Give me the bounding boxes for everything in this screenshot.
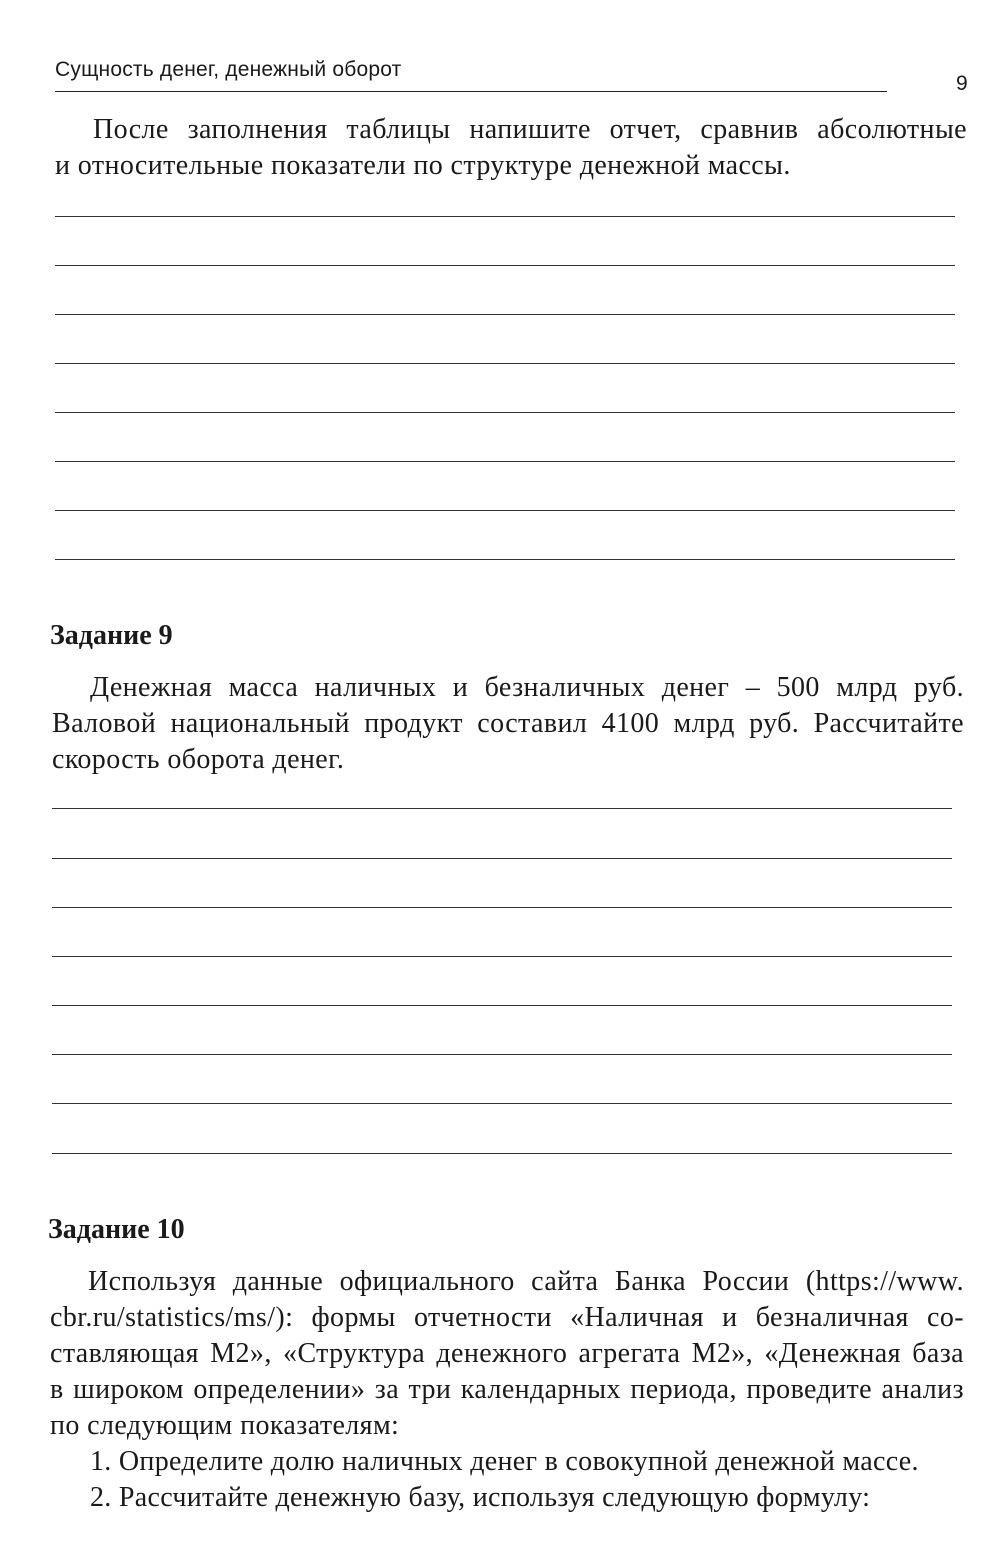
answer-line[interactable] [52, 1005, 952, 1006]
intro-line-2: и относительные показатели по структуре денежной массы. [55, 150, 791, 181]
task-10-paragraph [50, 1264, 964, 1444]
task-9-heading: Задание 9 [50, 620, 173, 651]
answer-line[interactable] [52, 858, 952, 859]
answer-line[interactable] [55, 314, 955, 315]
intro-paragraph [55, 112, 967, 184]
answer-line[interactable] [52, 1054, 952, 1055]
running-title: Сущность денег, денежный оборот [55, 58, 402, 81]
task-10-line-2: cbr.ru/statistics/ms/): формы отчетности «Наличная и безналичная со- [50, 1302, 964, 1333]
task-9-paragraph [52, 670, 964, 778]
task-10-line-5: по следующим показателям: [50, 1410, 400, 1441]
task-10-line-1: Используя данные официального сайта Банка России (https://www. [88, 1266, 964, 1297]
task-10-line-3: ставляющая М2», «Структура денежного агрегата М2», «Денежная база [50, 1338, 964, 1369]
page-number: 9 [956, 72, 968, 95]
answer-line[interactable] [55, 363, 955, 364]
task-10-heading: Задание 10 [48, 1214, 185, 1245]
answer-line[interactable] [55, 216, 955, 217]
task-9-line-3: скорость оборота денег. [52, 744, 345, 775]
task-9-line-1: Денежная масса наличных и безналичных денег – 500 млрд руб. [90, 672, 964, 703]
task-10-item-2: 2. Рассчитайте денежную базу, используя следующую формулу: [90, 1482, 871, 1513]
task-10-item-1: 1. Определите долю наличных денег в совокупной денежной массе. [90, 1446, 919, 1477]
answer-line[interactable] [55, 265, 955, 266]
answer-line[interactable] [55, 461, 955, 462]
answer-line[interactable] [52, 907, 952, 908]
answer-line[interactable] [55, 412, 955, 413]
task-9-line-2: Валовой национальный продукт составил 4100 млрд руб. Рассчитайте [52, 708, 964, 739]
answer-line[interactable] [55, 510, 955, 511]
answer-line[interactable] [52, 956, 952, 957]
answer-line[interactable] [52, 808, 952, 809]
header-rule [55, 91, 887, 92]
answer-line[interactable] [52, 1103, 952, 1104]
intro-line-1: После заполнения таблицы напишите отчет, сравнив абсолютные [93, 114, 967, 145]
answer-line[interactable] [52, 1153, 952, 1154]
task-10-line-4: в широком определении» за три календарных периода, проведите анализ [50, 1374, 964, 1405]
answer-line[interactable] [55, 559, 955, 560]
